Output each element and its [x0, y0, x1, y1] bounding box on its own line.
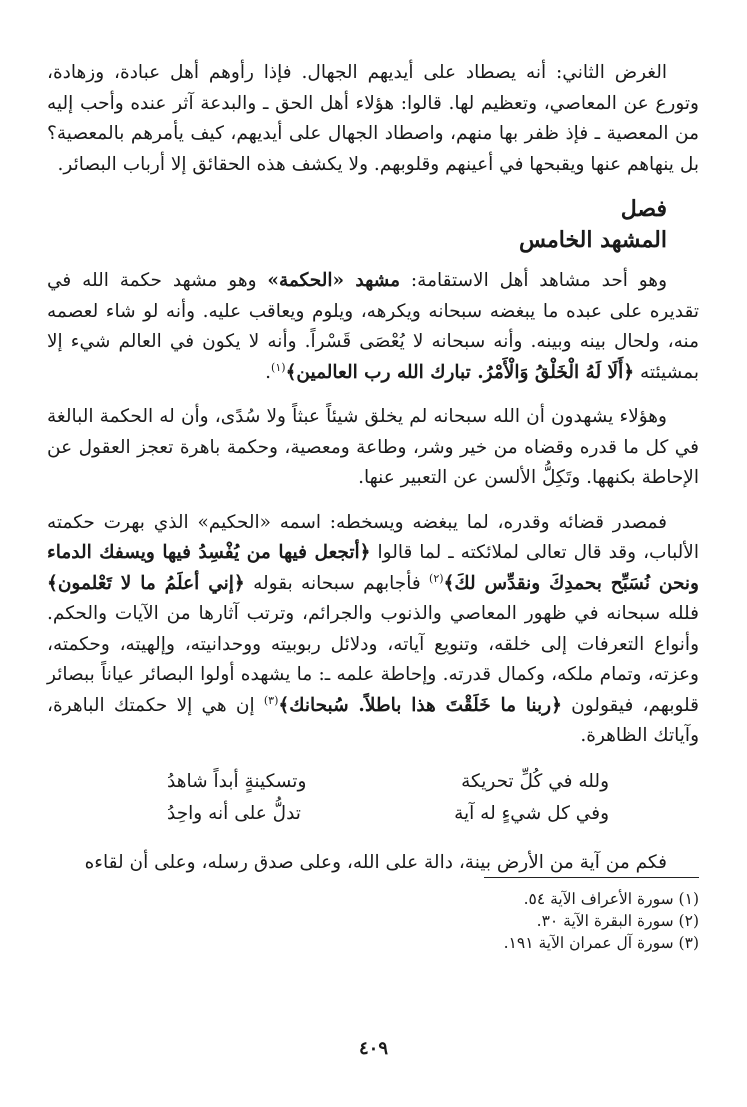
section-paragraph-3: [47, 508, 699, 752]
poem-hemistich: وفي كل شيءٍ له آية: [454, 802, 609, 824]
footnote: (١) سورة الأعراف الآية ٥٤.: [523, 890, 699, 908]
poem-hemistich: تدلُّ على أنه واحِدُ: [167, 802, 301, 824]
text-run: .: [265, 361, 272, 383]
text-run: وهو أحد مشاهد أهل الاستقامة:: [400, 270, 667, 291]
closing-paragraph: فكم من آية من الأرض بينة، دالة على الله، وعلى صدق رسله، وعلى أن لقاءه: [84, 851, 667, 873]
section-subtitle: المشهد الخامس: [518, 227, 667, 253]
text-run: فأجابهم سبحانه بقوله: [244, 572, 430, 594]
footnote-divider: [484, 877, 699, 878]
page-body: [47, 58, 699, 878]
footnotes: [47, 877, 699, 954]
section-paragraph-2: وهؤلاء يشهدون أن الله سبحانه لم يخلق شيئاً عبثاً ولا سُدًى، وأن له الحكمة البالغة في كل ما قدره وقضاه من خير وشر، وطاعة ومعصية، وحكمة باهرة تعجز العقول عن الإحاطة بكنهها. وتَكِلُّ الألسن عن التعبير عنها.: [47, 406, 699, 488]
quran-verse: ﴿أَلَا لَهُ الْخَلْقُ وَالْأَمْرُ. تبارك الله رب العالمين﴾: [285, 361, 635, 383]
footnote-ref: (٣): [263, 693, 279, 707]
footnote: (٣) سورة آل عمران الآية ١٩١.: [503, 934, 699, 952]
footnote-ref: (١): [271, 360, 286, 374]
page-number: ٤٠٩: [358, 1038, 388, 1059]
opening-paragraph: الغرض الثاني: أنه يصطاد على أيديهم الجهال. فإذا رأوهم أهل عبادة، وزهادة، وتورع عن المعاصي، وتعظيم لها. قالوا: هؤلاء أهل الحق ـ والبدعة آثر عنده وأحب إليه من المعصية ـ فإذ ظفر بها منهم، واصطاد الجهال على أيديهم، كيف يأمرهم بالمعصية؟ بل ينهاهم عنها ويقبحها في أعينهم وقلوبهم. ولا يكشف هذه الحقائق إلا أرباب البصائر.: [47, 62, 699, 175]
section-title: فصل: [620, 196, 667, 222]
poem-hemistich: ولله في كُلِّ تحريكة: [461, 770, 609, 792]
footnote: (٢) سورة البقرة الآية ٣٠.: [536, 912, 699, 930]
quran-verse: ﴿إني أعلَمُ ما لا تَعْلمون﴾: [47, 572, 245, 594]
text-run: فلله سبحانه في ظهور المعاصي والذنوب والجرائم، وترتب آثارها من الآيات والحكم. وأنواع التعرفات إلى خلقه، وتنويع آياته، ودلائل ربوبيته ووحدانيته، وإلهيته، وحكمته، وعزته، وتمام ملكه، وكمال قدرته. وإحاطة علمه ـ: ما يشهده أولوا البصائر عياناً ببصائر قلوبهم، فيقولون: [47, 603, 699, 716]
text-run: إن هي إلا حكمتك الباهرة، وآياتك الظاهرة.: [47, 694, 699, 746]
poem-line: [47, 798, 699, 830]
poem-line: [47, 766, 699, 798]
poem-hemistich: وتسكينةٍ أبداً شاهدُ: [167, 770, 307, 792]
poem-verses: [47, 766, 699, 830]
bold-term: مشهد «الحكمة»: [267, 270, 401, 291]
section-paragraph-1: [47, 266, 699, 388]
section-heading: [47, 194, 699, 256]
footnote-ref: (٢): [429, 571, 444, 585]
text-run: فمصدر قضائه وقدره، لما يبغضه ويسخطه: اسمه «الحكيم» الذي بهرت حكمته الألباب، وقد قال تعالى لملائكته ـ لما قالوا: [47, 511, 699, 563]
quran-verse: ﴿أتجعل فيها من يُفْسِدُ فيها ويسفك الدماء ونحن نُسَبِّح بحمدِكَ ونقدِّس لكَ﴾: [47, 542, 699, 594]
quran-verse: ﴿ربنا ما خَلَقْتَ هذا باطلاً. سُبحانك﴾: [278, 694, 562, 716]
text-run: وهو مشهد حكمة الله في تقديره على عبده ما يبغضه سبحانه ويكرهه، ويلوم ويعاقب عليه. وأنه لو شاء لعصمه منه، ولحال بينه وبينه. وأنه سبحانه لا يُعْصَى قَسْراً. وأنه لا يكون في العالم شيء إلا بمشيئته: [47, 270, 699, 383]
